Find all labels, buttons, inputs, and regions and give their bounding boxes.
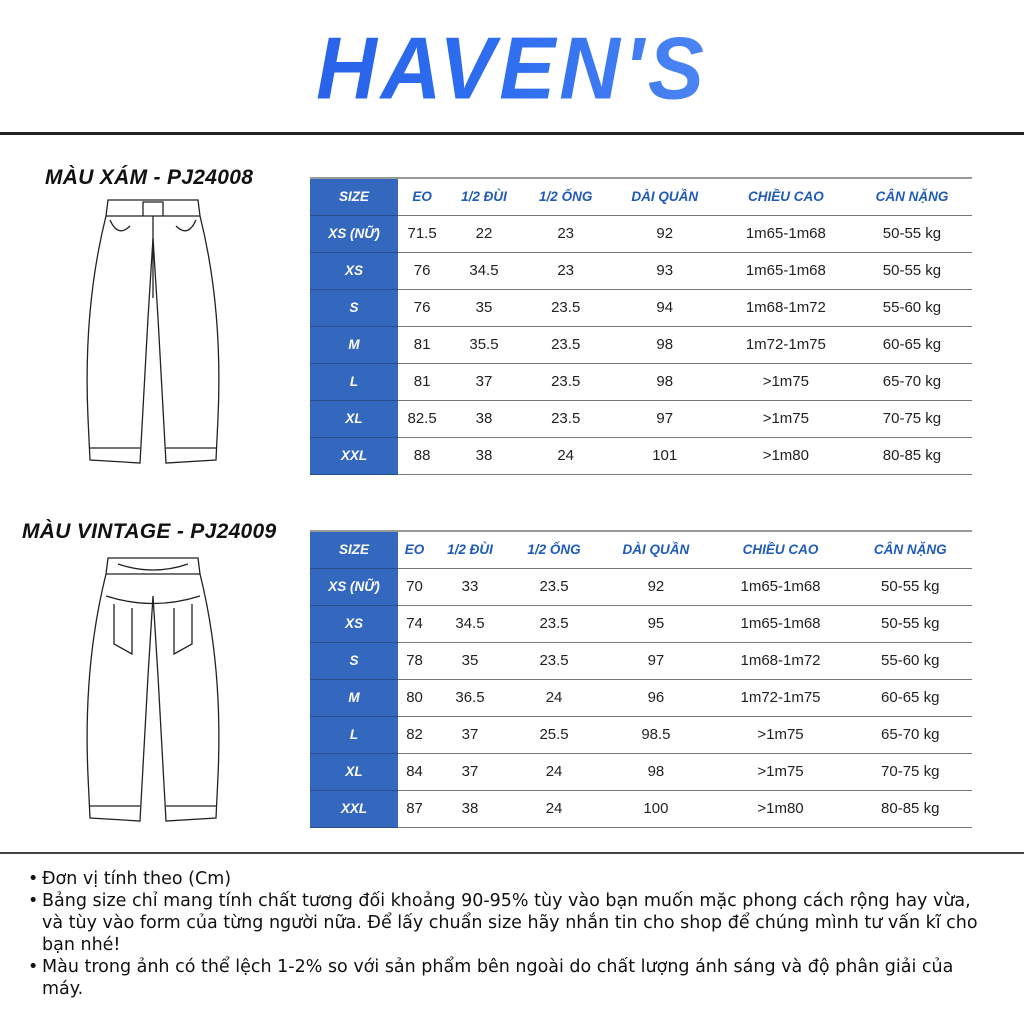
value-cell: 34.5 <box>446 252 522 289</box>
value-cell: >1m80 <box>720 437 852 474</box>
value-cell: 97 <box>610 400 720 437</box>
value-cell: 71.5 <box>398 215 446 252</box>
value-cell: >1m75 <box>720 363 852 400</box>
col-height: CHIỀU CAO <box>720 178 852 215</box>
value-cell: 1m72-1m75 <box>713 679 849 716</box>
divider <box>0 132 1024 135</box>
size-table-grey <box>310 177 972 475</box>
table-row <box>310 716 972 753</box>
col-eo: EO <box>398 178 446 215</box>
value-cell: 80-85 kg <box>848 790 972 827</box>
value-cell: 94 <box>610 289 720 326</box>
note-item: • Bảng size chỉ mang tính chất tương đối khoảng 90-95% tùy vào bạn muốn mặc phong cách rộng hay vừa, và tùy vào form của từng người nữa. Để lấy chuẩn size hãy nhắn tin cho shop để chúng mình tư vấn kĩ cho bạn nhé! <box>28 890 988 956</box>
value-cell: 38 <box>431 790 509 827</box>
table-row <box>310 605 972 642</box>
size-table-vintage <box>310 530 972 828</box>
value-cell: 1m65-1m68 <box>713 568 849 605</box>
value-cell: 24 <box>509 790 599 827</box>
value-cell: 23.5 <box>509 568 599 605</box>
value-cell: 87 <box>398 790 431 827</box>
col-thigh: 1/2 ĐÙI <box>431 531 509 568</box>
table-row <box>310 642 972 679</box>
table-row <box>310 363 972 400</box>
value-cell: 23.5 <box>509 642 599 679</box>
value-cell: 35 <box>446 289 522 326</box>
value-cell: 33 <box>431 568 509 605</box>
col-weight: CÂN NẶNG <box>852 178 972 215</box>
size-cell: XS (NỮ) <box>310 215 398 252</box>
value-cell: 37 <box>431 753 509 790</box>
value-cell: 74 <box>398 605 431 642</box>
value-cell: 98 <box>599 753 712 790</box>
table-row <box>310 753 972 790</box>
value-cell: 50-55 kg <box>852 252 972 289</box>
value-cell: 100 <box>599 790 712 827</box>
value-cell: 60-65 kg <box>852 326 972 363</box>
value-cell: 93 <box>610 252 720 289</box>
product-title-grey: MÀU XÁM - PJ24008 <box>45 166 254 189</box>
value-cell: 50-55 kg <box>852 215 972 252</box>
pants-illustration-vintage <box>78 556 228 828</box>
col-thigh: 1/2 ĐÙI <box>446 178 522 215</box>
value-cell: 95 <box>599 605 712 642</box>
table-row <box>310 679 972 716</box>
value-cell: 50-55 kg <box>848 605 972 642</box>
value-cell: 98 <box>610 326 720 363</box>
value-cell: 80-85 kg <box>852 437 972 474</box>
value-cell: 55-60 kg <box>852 289 972 326</box>
value-cell: 55-60 kg <box>848 642 972 679</box>
size-cell: XS <box>310 605 398 642</box>
value-cell: 25.5 <box>509 716 599 753</box>
value-cell: 1m65-1m68 <box>713 605 849 642</box>
value-cell: >1m75 <box>713 716 849 753</box>
value-cell: 37 <box>431 716 509 753</box>
col-size: SIZE <box>310 178 398 215</box>
value-cell: 1m68-1m72 <box>720 289 852 326</box>
value-cell: >1m75 <box>720 400 852 437</box>
size-cell: XXL <box>310 437 398 474</box>
value-cell: 88 <box>398 437 446 474</box>
table-row <box>310 790 972 827</box>
value-cell: 98 <box>610 363 720 400</box>
value-cell: 35.5 <box>446 326 522 363</box>
table-header-row <box>310 531 972 568</box>
size-cell: S <box>310 289 398 326</box>
col-length: DÀI QUẦN <box>599 531 712 568</box>
value-cell: 70 <box>398 568 431 605</box>
value-cell: 76 <box>398 252 446 289</box>
pants-illustration-grey <box>78 198 228 473</box>
value-cell: 23.5 <box>522 289 610 326</box>
table-row <box>310 252 972 289</box>
value-cell: 92 <box>599 568 712 605</box>
col-length: DÀI QUẦN <box>610 178 720 215</box>
col-weight: CÂN NẶNG <box>848 531 972 568</box>
value-cell: 80 <box>398 679 431 716</box>
value-cell: 65-70 kg <box>848 716 972 753</box>
value-cell: 23 <box>522 215 610 252</box>
value-cell: 98.5 <box>599 716 712 753</box>
col-height: CHIỀU CAO <box>713 531 849 568</box>
value-cell: 96 <box>599 679 712 716</box>
value-cell: 60-65 kg <box>848 679 972 716</box>
col-leg-opening: 1/2 ỐNG <box>522 178 610 215</box>
size-cell: XS <box>310 252 398 289</box>
value-cell: 97 <box>599 642 712 679</box>
value-cell: 24 <box>522 437 610 474</box>
note-item: • Màu trong ảnh có thể lệch 1-2% so với sản phẩm bên ngoài do chất lượng ánh sáng và độ phân giải của máy. <box>28 956 988 1000</box>
value-cell: 50-55 kg <box>848 568 972 605</box>
col-leg-opening: 1/2 ỐNG <box>509 531 599 568</box>
brand-logo: HAVEN'S <box>0 18 1024 120</box>
table-header-row <box>310 178 972 215</box>
value-cell: 82.5 <box>398 400 446 437</box>
table-row <box>310 437 972 474</box>
size-cell: L <box>310 363 398 400</box>
table-row <box>310 400 972 437</box>
size-cell: M <box>310 326 398 363</box>
table-row <box>310 326 972 363</box>
value-cell: 101 <box>610 437 720 474</box>
value-cell: 38 <box>446 437 522 474</box>
table-row <box>310 568 972 605</box>
value-cell: 22 <box>446 215 522 252</box>
product-title-vintage: MÀU VINTAGE - PJ24009 <box>22 520 277 543</box>
value-cell: 35 <box>431 642 509 679</box>
value-cell: 92 <box>610 215 720 252</box>
value-cell: 36.5 <box>431 679 509 716</box>
value-cell: >1m75 <box>713 753 849 790</box>
value-cell: 81 <box>398 363 446 400</box>
value-cell: 84 <box>398 753 431 790</box>
value-cell: 1m68-1m72 <box>713 642 849 679</box>
size-cell: M <box>310 679 398 716</box>
size-cell: XS (NỮ) <box>310 568 398 605</box>
size-cell: XL <box>310 753 398 790</box>
value-cell: 76 <box>398 289 446 326</box>
size-cell: L <box>310 716 398 753</box>
value-cell: 24 <box>509 679 599 716</box>
table-row <box>310 289 972 326</box>
col-size: SIZE <box>310 531 398 568</box>
col-eo: EO <box>398 531 431 568</box>
value-cell: 23.5 <box>522 326 610 363</box>
table-row <box>310 215 972 252</box>
value-cell: 81 <box>398 326 446 363</box>
value-cell: 78 <box>398 642 431 679</box>
size-cell: S <box>310 642 398 679</box>
value-cell: 38 <box>446 400 522 437</box>
value-cell: 24 <box>509 753 599 790</box>
value-cell: 23.5 <box>522 363 610 400</box>
size-cell: XXL <box>310 790 398 827</box>
value-cell: 23 <box>522 252 610 289</box>
value-cell: 23.5 <box>522 400 610 437</box>
value-cell: >1m80 <box>713 790 849 827</box>
value-cell: 1m72-1m75 <box>720 326 852 363</box>
value-cell: 70-75 kg <box>852 400 972 437</box>
size-cell: XL <box>310 400 398 437</box>
value-cell: 70-75 kg <box>848 753 972 790</box>
value-cell: 34.5 <box>431 605 509 642</box>
value-cell: 37 <box>446 363 522 400</box>
value-cell: 1m65-1m68 <box>720 252 852 289</box>
value-cell: 65-70 kg <box>852 363 972 400</box>
value-cell: 1m65-1m68 <box>720 215 852 252</box>
notes-list <box>28 868 988 1000</box>
note-item: • Đơn vị tính theo (Cm) <box>28 868 988 890</box>
value-cell: 82 <box>398 716 431 753</box>
divider <box>0 852 1024 854</box>
value-cell: 23.5 <box>509 605 599 642</box>
